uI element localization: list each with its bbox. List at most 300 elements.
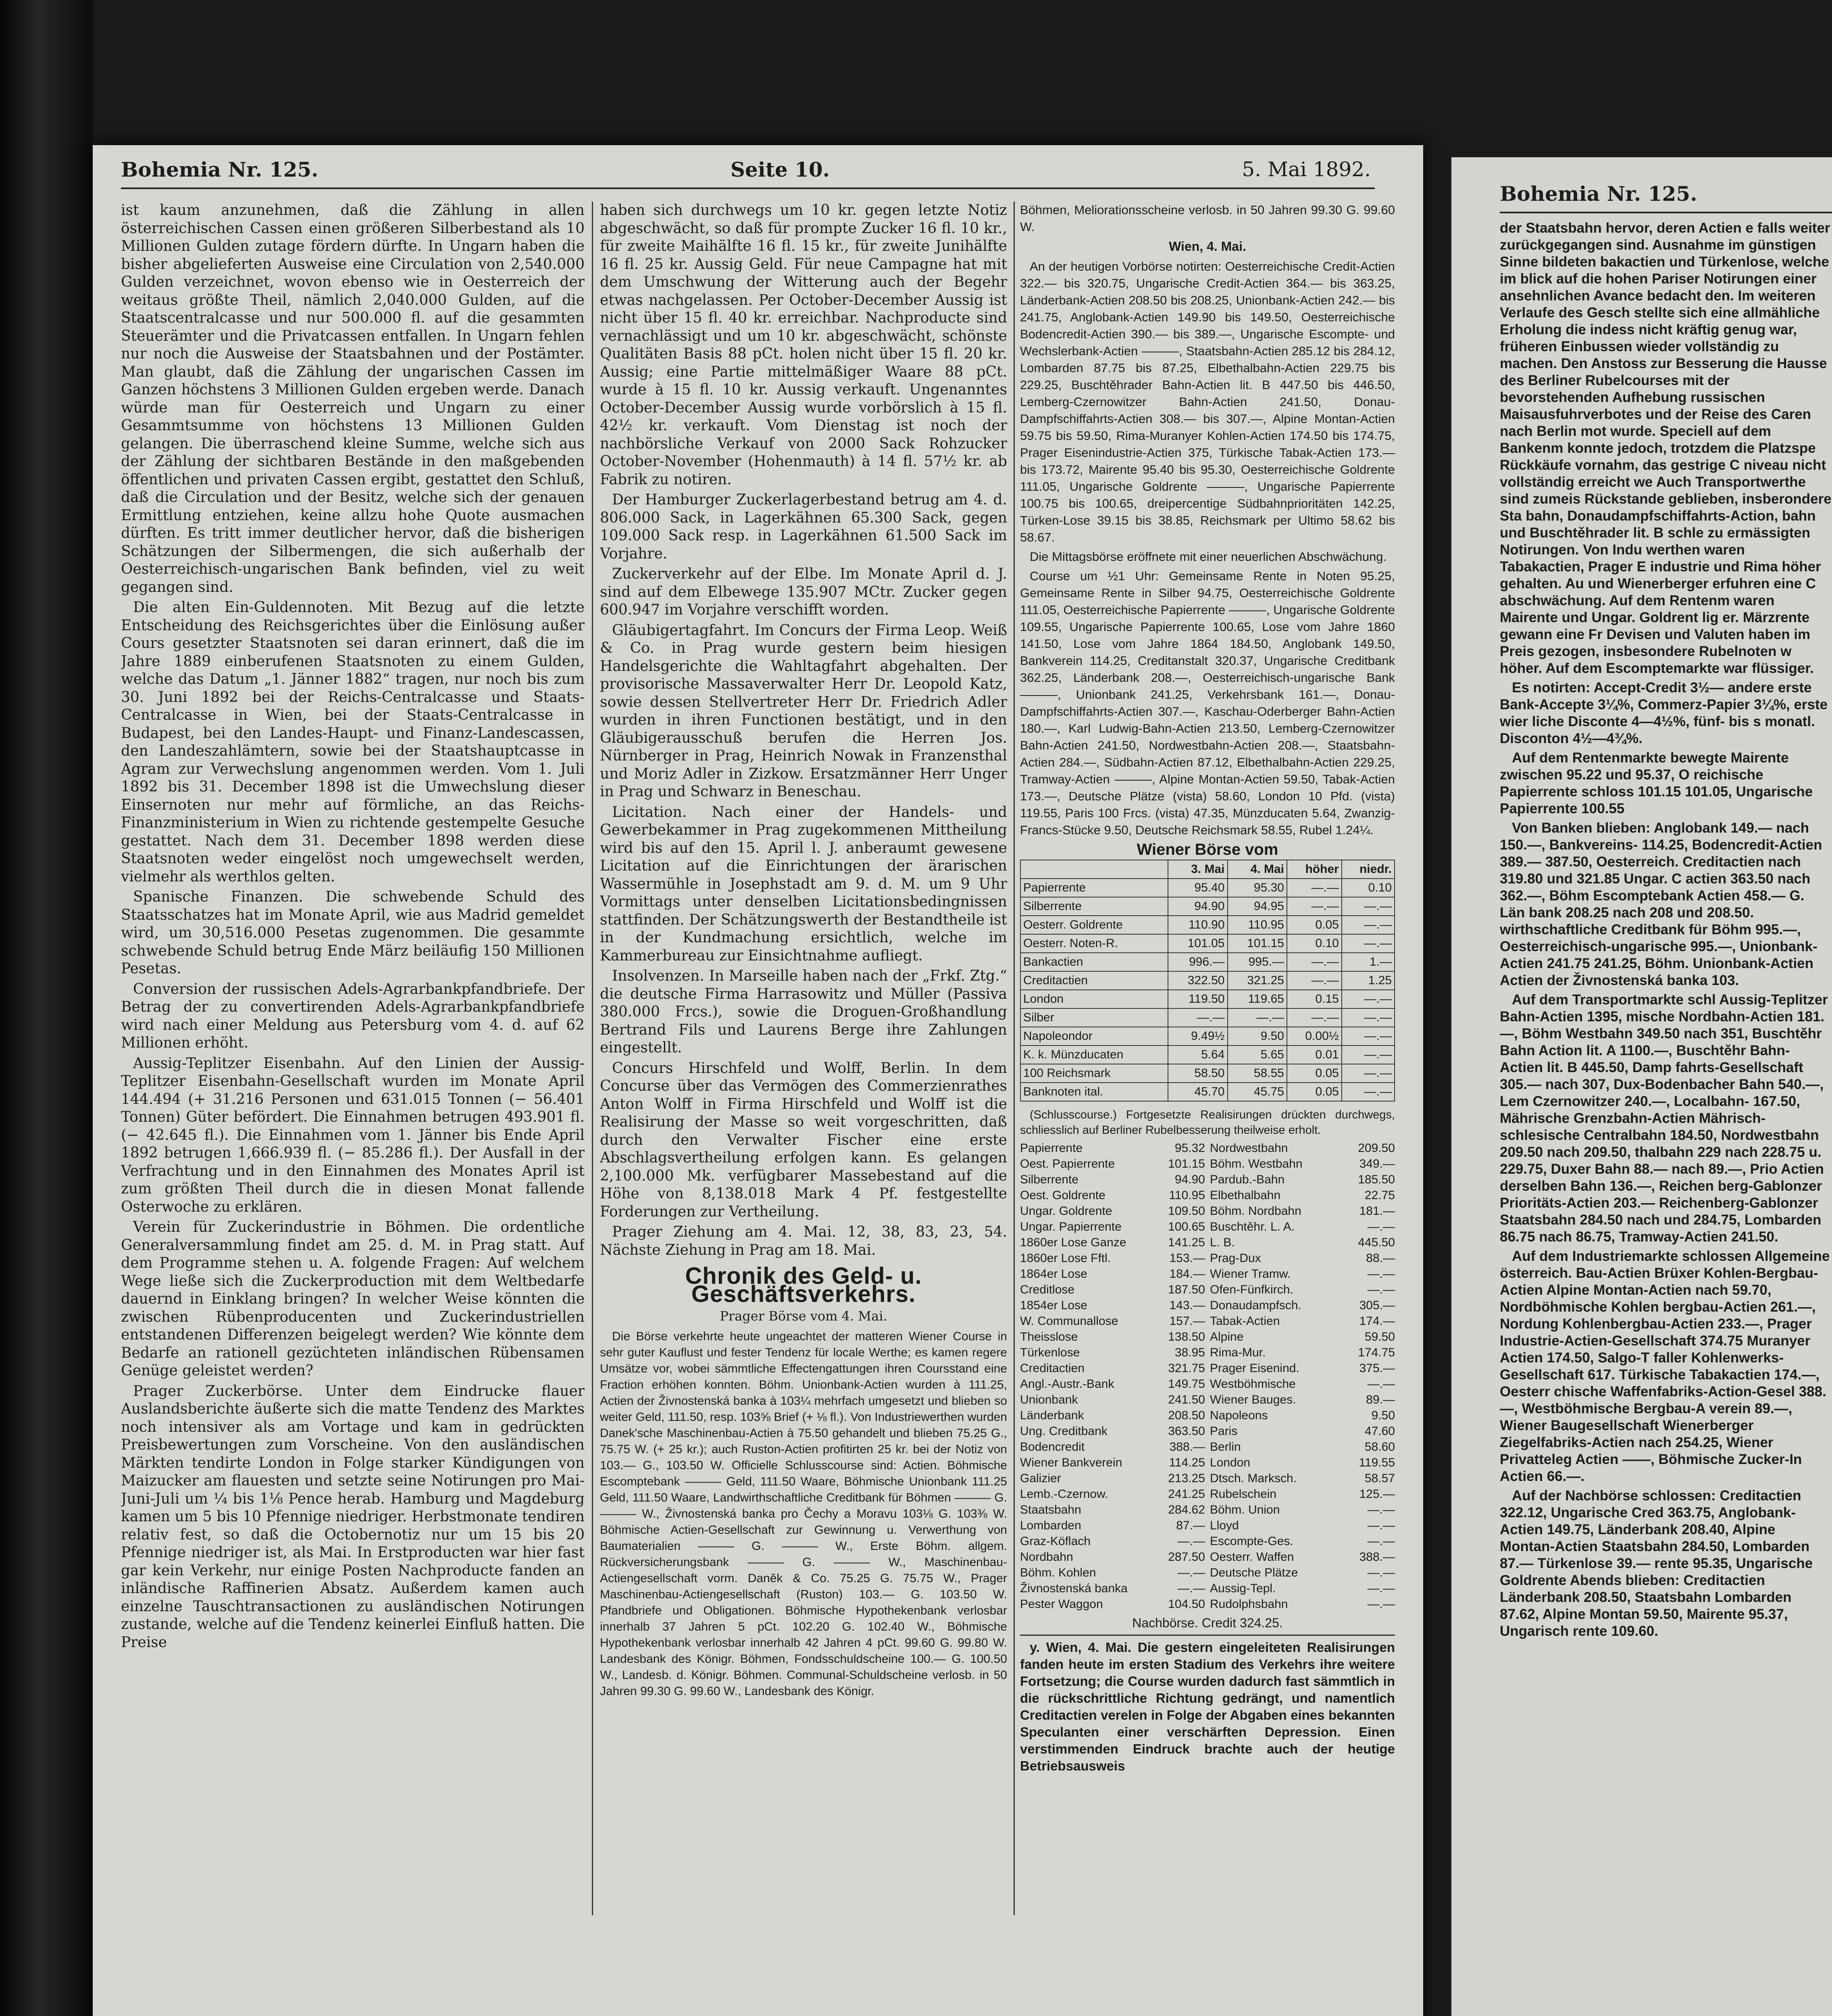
table-cell: 9.49½ <box>1168 1027 1227 1045</box>
quote-name: Nordbahn <box>1020 1550 1073 1564</box>
quote-name: 1854er Lose <box>1020 1299 1087 1312</box>
quote-row <box>1020 1250 1205 1266</box>
quote-name: Westböhmische <box>1210 1377 1296 1391</box>
quote-name: Oest. Papierrente <box>1020 1157 1115 1170</box>
table-cell: 110.90 <box>1168 916 1227 934</box>
table-cell: Creditactien <box>1020 971 1168 990</box>
quote-row <box>1210 1313 1395 1329</box>
quote-name: 1860er Lose Fftl. <box>1020 1252 1111 1265</box>
quote-value: 104.50 <box>1168 1597 1205 1611</box>
quote-row <box>1210 1408 1395 1423</box>
quote-row <box>1210 1486 1395 1502</box>
quote-row <box>1020 1203 1205 1219</box>
quote-value: 213.25 <box>1168 1472 1205 1485</box>
table-cell: 1.— <box>1342 953 1395 971</box>
quote-row <box>1020 1392 1205 1408</box>
quote-value: —.— <box>1367 1267 1395 1281</box>
column-divider <box>592 202 593 1915</box>
quote-name: Staatsbahn <box>1020 1503 1081 1516</box>
quote-name: Länderbank <box>1020 1409 1084 1422</box>
quote-name: Ofen-Fünfkirch. <box>1210 1283 1293 1296</box>
article-aussig-teplitzer: Aussig-Teplitzer Eisenbahn. Auf den Linien der Aussig-Teplitzer Eisenbahn-Gesellschaft wurden im Monate April 144.494 (+ 31.216 Personen und 631.015 Tonnen (− 56.401 Tonnen) Güter befördert. Die Einnahmen betrugen 493.901 fl. (− 42.645 fl.). Die Einnahmen vom 1. Jänner bis Ende April 1892 betrugen 1,666.939 fl. (− 85.286 fl.). Der Ausfall in der Verfrachtung und in den Einnahmen des Monates April ist zum größten Theil durch die in diesen Monat fallende Osterwoche zu erklären. <box>121 1055 585 1215</box>
quote-value: —.— <box>1177 1535 1205 1548</box>
quote-row <box>1210 1219 1395 1235</box>
table-cell: K. k. Münzducaten <box>1020 1045 1168 1064</box>
table-cell: 119.65 <box>1228 990 1287 1008</box>
quote-name: Prag-Dux <box>1210 1252 1261 1265</box>
table-cell: 101.15 <box>1228 934 1287 953</box>
quote-name: Ungar. Goldrente <box>1020 1204 1112 1218</box>
quote-value: 349.— <box>1359 1157 1395 1170</box>
table-cell: 9.50 <box>1228 1027 1287 1045</box>
quote-value: 125.— <box>1359 1487 1395 1501</box>
quote-name: Alpine <box>1210 1330 1244 1343</box>
quote-name: L. B. <box>1210 1236 1235 1249</box>
article-insolvenzen: Insolvenzen. In Marseille haben nach der „Frkf. Ztg.“ die deutsche Firma Harrasowitz und Müller (Passiva 380.000 Frcs.), sowie die Droguen-Großhandlung Bertrand Fils und Laurens Berge ihre Zahlungen eingestellt. <box>600 968 1007 1056</box>
quote-row <box>1020 1235 1205 1250</box>
quote-value: 101.15 <box>1168 1157 1205 1170</box>
article-licitation: Licitation. Nach einer der Handels- und Gewerbekammer in Prag zugekommenen Mittheilung wird bis auf den 15. April l. J. anberaumt gewesene Licitation auf die Einrichtungen der ärarischen Wassermühle in Josephstadt am 9. d. M. um 9 Uhr Vormittags unter denselben Licitationsbedingnissen stattfinden. Der Schätzungswerth der Bestandtheile ist in der Kundmachung ersichtlich, welche im Kammerbureau zur Einsichtnahme aufliegt. <box>600 804 1007 964</box>
table-cell: —.— <box>1168 1008 1227 1027</box>
quote-row <box>1210 1518 1395 1533</box>
quote-value: 174.75 <box>1358 1346 1395 1359</box>
table-cell: —.— <box>1342 934 1395 953</box>
quote-row <box>1020 1502 1205 1518</box>
quote-name: Graz-Köflach <box>1020 1535 1091 1548</box>
schlusscourse-right <box>1210 1140 1395 1612</box>
article-meliorationsscheine: Böhmen, Meliorationsscheine verlosb. in 50 Jahren 99.30 G. 99.60 W. <box>1020 203 1395 234</box>
quote-name: Donaudampfsch. <box>1210 1299 1301 1312</box>
article-glaeubigertagfahrt: Gläubigertagfahrt. Im Concurs der Firma Leop. Weiß & Co. in Prag wurde gestern beim hiesigen Handelsgerichte die Wahltagfahrt abgehalten. Der provisorische Massaverwalter Herr Dr. Leopold Katz, sowie dessen Stellvertreter Herr Dr. Friedrich Adler wurden in ihren Functionen bestätigt, und in den Gläubigerausschuß berufen die Herren Jos. Nürnberger in Prag, Heinrich Nowak in Franzensthal und Moriz Adler in Zizkow. Ersatzmänner Herr Unger in Prag und Schwarz in Beneschau. <box>600 622 1007 800</box>
quote-name: Papierrente <box>1020 1141 1083 1155</box>
quote-name: Ungar. Papierrente <box>1020 1220 1122 1233</box>
column-divider <box>1014 202 1015 1915</box>
quote-value: 100.65 <box>1168 1220 1205 1233</box>
quote-value: 114.25 <box>1169 1456 1205 1469</box>
quote-row <box>1210 1439 1395 1455</box>
quote-row <box>1020 1486 1205 1502</box>
table-cell: 0.05 <box>1287 1083 1342 1101</box>
quote-row <box>1020 1313 1205 1329</box>
facing-masthead: Bohemia Nr. 125. <box>1500 181 1697 206</box>
quote-row <box>1210 1282 1395 1297</box>
quote-value: 388.— <box>1169 1440 1205 1454</box>
quote-name: Türkenlose <box>1020 1346 1080 1359</box>
quote-row <box>1020 1172 1205 1187</box>
table-cell: Silber <box>1020 1008 1168 1027</box>
masthead: Bohemia Nr. 125. <box>121 157 319 181</box>
article-vorboerse: An der heutigen Vorbörse notirten: Oesterreichische Credit-Actien 322.— bis 320.75, Ungarische Credit-Actien 364.— bis 363.25, Länderbank-Actien 208.50 bis 208.25, Unionbank-Actien 242.— bis 241.75, Anglobank-Actien 149.90 bis 149.50, Oesterreichische Bodencredit-Actien 390.— bis 389.—, Ungarische Escompte- und Wechslerbank-Actien ———, Staatsbahn-Actien 285.12 bis 284.12, Lombarden 87.75 bis 87.25, Elbethalbahn-Actien 229.75 bis 229.25, Buschtěhrader Bahn-Actien lit. B 447.50 bis 446.50, Lemberg-Czernowitzer Bahn-Actien 241.50, Donau-Dampfschiffahrts-Actien 308.— bis 307.—, Alpine Montan-Actien 59.75 bis 59.50, Rima-Muranyer Kohlen-Actien 174.50 bis 174.75, Prager Eisenindustrie-Actien 375, Türkische Tabak-Actien 173.— bis 173.72, Mairente 95.40 bis 95.30, Oesterreichische Goldrente 111.05, Ungarische Goldrente ———, Ungarische Papierrente 100.75 bis 100.65, dreipercentige Südbahnprioritäten 142.25, Türken-Lose 39.15 bis 38.85, Reichsmark per Ultimo 58.62 bis 58.67. <box>1020 259 1395 544</box>
table-cell: 0.10 <box>1342 879 1395 897</box>
facing-column <box>1500 220 1832 1994</box>
nachboerse-credit: Nachbörse. Credit 324.25. <box>1132 1616 1283 1630</box>
quote-name: 1860er Lose Ganze <box>1020 1236 1126 1249</box>
table-row <box>1020 916 1395 934</box>
quote-value: 241.25 <box>1168 1487 1205 1501</box>
table-cell: Bankactien <box>1020 953 1168 971</box>
quote-name: Creditactien <box>1020 1362 1085 1375</box>
table-cell: 94.95 <box>1228 897 1287 916</box>
quote-value: 184.— <box>1169 1267 1205 1281</box>
quote-name: Rudolphsbahn <box>1210 1597 1288 1611</box>
table-cell: 45.70 <box>1168 1083 1227 1101</box>
table-cell: —.— <box>1342 897 1395 916</box>
quote-name: Wiener Tramw. <box>1210 1267 1291 1281</box>
quote-value: 209.50 <box>1358 1141 1395 1155</box>
quote-value: 174.— <box>1359 1314 1395 1328</box>
quote-value: 95.32 <box>1174 1141 1205 1155</box>
page-number: Seite 10. <box>730 157 830 181</box>
quote-row <box>1020 1596 1205 1612</box>
page-header <box>121 153 1371 185</box>
table-header-cell: 3. Mai <box>1168 860 1227 879</box>
quote-row <box>1210 1470 1395 1486</box>
article-ein-guldennoten: Die alten Ein-Guldennoten. Mit Bezug auf die letzte Entscheidung des Reichsgerichtes über die Einlösung außer Cours gesetzter Staatsnoten sei daran erinnert, daß die im Jahre 1889 einberufenen Staatsnoten zu einem Gulden, welche das Datum „1. Jänner 1882“ tragen, nur noch bis zum 30. Juni 1892 bei der Reichs-Centralcasse und Staats-Centralcasse in Wien, bei der Staats-Centralcasse in Budapest, bei den Landes-Haupt- und Finanz-Landescassen, den Landeszahlämtern, sowie bei der Staatshauptcasse in Agram zur Verwechslung angenommen werden. Vom 1. Juli 1892 bis 31. December 1898 ist die Umwechslung dieser Einsernoten nur mehr auf förmliche, an das Reichs-Finanzministerium in Wien zu richtende gestempelte Gesuche gestattet. Nach dem 31. December 1898 werden diese Staatsnoten weder eingelöst noch umgewechselt werden, vielmehr als werthlos gelten. <box>121 599 585 885</box>
table-cell: —.— <box>1287 1008 1342 1027</box>
facing-header <box>1500 177 1822 210</box>
quote-value: 87.— <box>1176 1519 1205 1532</box>
table-cell: 110.95 <box>1228 916 1287 934</box>
quote-name: Tabak-Actien <box>1210 1314 1280 1328</box>
table-cell: —.— <box>1287 897 1342 916</box>
table-cell: 0.00½ <box>1287 1027 1342 1045</box>
table-header-cell <box>1020 860 1168 879</box>
quote-name: Wiener Bankverein <box>1020 1456 1122 1469</box>
quote-value: 22.75 <box>1364 1189 1395 1202</box>
quote-name: Unionbank <box>1020 1393 1078 1406</box>
table-cell: 5.65 <box>1228 1045 1287 1064</box>
quote-row <box>1020 1565 1205 1581</box>
table-cell: —.— <box>1342 916 1395 934</box>
table-cell: 0.15 <box>1287 990 1342 1008</box>
quote-value: 363.50 <box>1168 1425 1205 1438</box>
table-row <box>1020 1045 1395 1064</box>
quote-value: 89.— <box>1366 1393 1395 1406</box>
table-cell: 5.64 <box>1168 1045 1227 1064</box>
table-cell: 0.01 <box>1287 1045 1342 1064</box>
quote-row <box>1210 1565 1395 1581</box>
article-silberbestand: ist kaum anzunehmen, daß die Zählung in allen österreichischen Cassen einen größeren Silberbestand als 10 Millionen Gulden zutage fördern dürfte. In Ungarn haben die bisher abgelieferten Ausweise eine Circulation von 2,540.000 Gulden verzeichnet, wovon ebenso wie in Oesterreich der weitaus größte Theil, nämlich 2,040.000 Gulden, auf die Staatscentralcasse und nur 500.000 fl. auf die gesammten Steuerämter und die Privatcassen entfallen. In Ungarn fehlen nur noch die Ausweise der Staatsbahnen und der Postämter. Man glaubt, daß die Zählung der ungarischen Cassen im Ganzen höchstens 3 Millionen Gulden ergeben werde. Danach würde man für Oesterreich und Ungarn zu einer Gesammtsumme von höchstens 13 Millionen Gulden gelangen. Die überraschend kleine Summe, welche sich aus der Zählung der sichtbaren Bestände in den maßgebenden öffentlichen und privaten Cassen ergibt, gestattet den Schluß, daß die Circulation und der Besitz, welche sich der genauen Ermittlung entziehen, keine allzu hohe Quote ausmachen dürften. Es tritt immer deutlicher hervor, daß die bisherigen Schätzungen der Silbermengen, die sich außerhalb der Oesterreichisch-ungarischen Bank befinden, viel zu weit gegangen sind. <box>121 202 585 596</box>
quote-row <box>1020 1533 1205 1549</box>
quote-name: Paris <box>1210 1425 1238 1438</box>
table-cell: —.— <box>1342 1027 1395 1045</box>
quote-name: Böhm. Kohlen <box>1020 1566 1096 1579</box>
quote-value: —.— <box>1367 1503 1395 1516</box>
table-cell: 100 Reichsmark <box>1020 1064 1168 1083</box>
table-header-cell: 4. Mai <box>1228 860 1287 879</box>
quote-row <box>1210 1156 1395 1172</box>
article-wien-realisirungen: y. Wien, 4. Mai. Die gestern eingeleiteten Realisirungen fanden heute im ersten Stadium des Verkehrs ihre weitere Fortsetzung; die Course wurden dadurch fast sämmtlich in die rückschrittliche Richtung gedrängt, und namentlich Creditactien verelen in Folge der Abgaben eines bekannten Speculanten einer verschärften Depression. Einen verstimmenden Eindruck brachte auch der heutige Betriebsausweis <box>1020 1640 1395 1773</box>
quote-row <box>1210 1266 1395 1282</box>
quote-row <box>1020 1423 1205 1439</box>
quote-value: 110.95 <box>1169 1189 1205 1202</box>
table-cell: 101.05 <box>1168 934 1227 953</box>
table-cell: 0.05 <box>1287 916 1342 934</box>
quote-value: 287.50 <box>1168 1550 1205 1564</box>
table-cell: 95.40 <box>1168 879 1227 897</box>
quote-row <box>1210 1502 1395 1518</box>
wiener-boerse-table <box>1020 860 1395 1102</box>
quote-row <box>1020 1549 1205 1565</box>
quote-value: 141.25 <box>1168 1236 1205 1249</box>
quote-name: 1864er Lose <box>1020 1267 1087 1281</box>
table-row <box>1020 1027 1395 1045</box>
quote-row <box>1210 1376 1395 1392</box>
table-cell: Silberrente <box>1020 897 1168 916</box>
quote-value: 284.62 <box>1168 1503 1205 1516</box>
section-rule <box>1020 1635 1395 1636</box>
quote-row <box>1210 1392 1395 1408</box>
quote-row <box>1020 1360 1205 1376</box>
schlusscourse-lists <box>1020 1140 1395 1612</box>
quote-row <box>1020 1187 1205 1203</box>
table-header-cell: höher <box>1287 860 1342 879</box>
table-cell: 322.50 <box>1168 971 1227 990</box>
quote-name: Böhm. Nordbahn <box>1210 1204 1301 1218</box>
quote-name: Theisslose <box>1020 1330 1078 1343</box>
quote-row <box>1020 1408 1205 1423</box>
table-row <box>1020 1064 1395 1083</box>
quote-value: —.— <box>1367 1377 1395 1391</box>
quote-row <box>1020 1329 1205 1345</box>
table-cell: —.— <box>1342 990 1395 1008</box>
quote-value: —.— <box>1177 1582 1205 1595</box>
schlusscourse-note: (Schlusscourse.) Fortgesetzte Realisirungen drückten durchwegs, schliesslich auf Berliner Rubelbesserung theilweise erholt. <box>1020 1108 1395 1137</box>
quote-name: Nordwestbahn <box>1210 1141 1288 1155</box>
quote-name: Galizier <box>1020 1472 1061 1485</box>
quote-name: Böhm. Westbahn <box>1210 1157 1303 1170</box>
table-row <box>1020 953 1395 971</box>
quote-name: Pester Waggon <box>1020 1597 1103 1611</box>
quote-row <box>1210 1329 1395 1345</box>
table-cell: —.— <box>1287 953 1342 971</box>
quote-row <box>1210 1187 1395 1203</box>
quote-row <box>1020 1140 1205 1156</box>
quote-name: Creditlose <box>1020 1283 1075 1296</box>
facing-header-rule <box>1500 212 1832 213</box>
quote-row <box>1210 1596 1395 1612</box>
quote-name: Bodencredit <box>1020 1440 1085 1454</box>
table-cell: —.— <box>1287 879 1342 897</box>
quote-value: 9.50 <box>1371 1409 1395 1422</box>
article-course-halb-eins: Course um ½1 Uhr: Gemeinsame Rente in Noten 95.25, Gemeinsame Rente in Silber 94.75, Oesterreichische Goldrente 111.05, Oesterreichische Papierrente ———, Ungarische Goldrente 109.55, Ungarische Papierrente 100.65, Lose vom Jahre 1860 141.50, Lose vom Jahre 1864 184.50, Anglobank 149.50, Bankverein 114.25, Creditanstalt 320.37, Ungarische Creditbank 362.25, Länderbank 208.—, Oesterreichisch-ungarische Bank ———, Unionbank 241.25, Verkehrsbank 161.—, Donau-Dampfschiffahrts-Actien 307.—, Kaschau-Oderberger Bahn-Actien 180.—, Karl Ludwig-Bahn-Actien 213.50, Lemberg-Czernowitzer Bahn-Actien 241.50, Nordwestbahn-Actien 208.—, Staatsbahn-Actien 284.—, Südbahn-Actien 87.12, Elbethalbahn-Actien 229.25, Tramway-Actien ———, Alpine Montan-Actien 59.50, Tabak-Actien 173.—, Deutsche Plätze (vista) 58.60, London 10 Pfd. (vista) 119.55, Paris 100 Frcs. (vista) 47.35, Münzducaten 5.64, Zwanzig-Francs-Stücke 9.50, Deutsche Reichsmark 58.55, Rubel 1.24¼. <box>1020 569 1395 837</box>
quote-value: 445.50 <box>1358 1236 1395 1249</box>
prager-boerse-heading: Prager Börse vom 4. Mai. <box>720 1308 887 1324</box>
table-cell: 995.— <box>1228 953 1287 971</box>
quote-name: Prager Eisenind. <box>1210 1362 1299 1375</box>
quote-value: —.— <box>1367 1220 1395 1233</box>
quote-name: Oesterr. Waffen <box>1210 1550 1294 1564</box>
quote-row <box>1210 1345 1395 1360</box>
quote-name: Oest. Goldrente <box>1020 1189 1105 1202</box>
quote-row <box>1210 1549 1395 1565</box>
quote-value: —.— <box>1367 1519 1395 1532</box>
quote-value: 375.— <box>1359 1362 1395 1375</box>
quote-row <box>1210 1235 1395 1250</box>
article-zuckerindustrie-verein: Verein für Zuckerindustrie in Böhmen. Die ordentliche Generalversammlung findet am 25. d. M. in Prag statt. Auf dem Programme stehen u. A. folgende Fragen: Auf welchem Wege ließe sich die Zuckerproduction mit dem Weltbedarfe dauernd in Einklang bringen? In welcher Weise könnten die zwischen Rübenproducenten und Zuckerindustriellen entstandenen Differenzen beigelegt werden? Wie könnte dem Bedarfe an rationell gezüchteten inländischen Rübensamen Genüge geleistet werden? <box>121 1219 585 1379</box>
table-cell: —.— <box>1342 1083 1395 1101</box>
quote-row <box>1020 1266 1205 1282</box>
wien-dateline: Wien, 4. Mai. <box>1169 239 1246 254</box>
quote-name: Ung. Creditbank <box>1020 1425 1108 1438</box>
table-cell: Oesterr. Noten-R. <box>1020 934 1168 953</box>
quote-row <box>1210 1360 1395 1376</box>
table-row <box>1020 897 1395 916</box>
table-cell: 45.75 <box>1228 1083 1287 1101</box>
quote-name: Lombarden <box>1020 1519 1081 1532</box>
quote-value: 185.50 <box>1358 1173 1395 1186</box>
quote-row <box>1210 1297 1395 1313</box>
header-rule <box>121 187 1375 189</box>
quote-row <box>1210 1455 1395 1470</box>
quote-value: 94.90 <box>1174 1173 1205 1186</box>
quote-value: 88.— <box>1366 1252 1395 1265</box>
table-row <box>1020 990 1395 1008</box>
quote-name: Böhm. Union <box>1210 1503 1280 1516</box>
quote-row <box>1020 1581 1205 1596</box>
quote-row <box>1020 1470 1205 1486</box>
quote-value: 157.— <box>1169 1314 1205 1328</box>
table-cell: 321.25 <box>1228 971 1287 990</box>
quote-name: Silberrente <box>1020 1173 1079 1186</box>
quote-value: 321.75 <box>1168 1362 1205 1375</box>
quote-value: —.— <box>1367 1566 1395 1579</box>
article-transportmarkt: Auf dem Transportmarkte schl Aussig-Teplitzer Bahn-Actien 1395, mische Nordbahn-Actien 181.—, Böhm Westbahn 349.50 nach 351, Buschtěhr Bahn Action lit. A 1100.—, Buschtěhr Bahn-Actien lit. B 445.50, Damp fahrts-Gesellschaft 305.— nach 307, Dux-Bodenbacher Bahn 540.—, Lem Czernowitzer 240.—, Localbahn- 167.50, Mährische Grenzbahn-Actien Mährisch-schlesische Centralbahn 184.50, Nordwestbahn 209.50 nach 209.50, thalbahn 229 nach 228.75 u. 229.75, Duxer Bahn 88.— nach 89.—, Prio Actien derselben Bahn 136.—, Reichen berg-Gablonzer Prioritäts-Actien 203.— Reichenberg-Gablonzer Staatsbahn 284.50 nach und 284.75, Lombarden 86.75 nach 86.75, Tramway-Actien 241.50. <box>1500 992 1828 1245</box>
quote-name: London <box>1210 1456 1251 1469</box>
article-zucker-preise: haben sich durchwegs um 10 kr. gegen letzte Notiz abgeschwächt, so daß für prompte Zucker 16 fl. 10 kr., für zweite Maihälfte 16 fl. 15 kr., für zweite Junihälfte 16 fl. 25 kr. Aussig Geld. Für neue Campagne hat mit dem Umschwung der Witterung auch der Begehr etwas nachgelassen. Per October-December Aussig ist nicht über 15 fl. 40 kr. erreichbar. Nachproducte sind vernachlässigt und um 10 kr. abgeschwächt, schönste Qualitäten Basis 88 pCt. holen nicht über 15 fl. 20 kr. Aussig; eine Partie mittelmäßiger Waare 88 pCt. wurde à 15 fl. 10 kr. Aussig verkauft. Ungenanntes October-December Aussig wurde vorbörslich à 15 fl. 42½ kr. verkauft. Vom Dienstag ist noch der nachbörsliche Verkauf von 2000 Sack Rohzucker October-November (Hohenmauth) à 14 fl. 57½ kr. ab Fabrik zu notiren. <box>600 202 1007 488</box>
column-1 <box>121 202 585 1935</box>
quote-row <box>1210 1581 1395 1596</box>
quote-name: Dtsch. Marksch. <box>1210 1472 1297 1485</box>
quote-name: Aussig-Tepl. <box>1210 1582 1276 1595</box>
table-cell: —.— <box>1342 1008 1395 1027</box>
quote-row <box>1020 1156 1205 1172</box>
quote-name: Elbethalbahn <box>1210 1189 1281 1202</box>
quote-row <box>1020 1518 1205 1533</box>
article-rentenmarkt: Auf dem Rentenmarkte bewegte Mairente zwischen 95.22 und 95.37, O reichische Papierrente schloss 101.15 101.05, Ungarische Papierrente 100.55 <box>1500 750 1813 816</box>
quote-value: 181.— <box>1359 1204 1395 1218</box>
quote-value: 187.50 <box>1168 1283 1205 1296</box>
table-cell: —.— <box>1342 1045 1395 1064</box>
table-cell: —.— <box>1342 1064 1395 1083</box>
article-adels-agrarbank: Conversion der russischen Adels-Agrarbankpfandbriefe. Der Betrag der zu convertirenden Adels-Agrarbankpfandbriefe wird nach einer Meldung aus Petersburg vom 4. d. auf 62 Millionen erhöht. <box>121 981 585 1051</box>
table-cell: 119.50 <box>1168 990 1227 1008</box>
quote-value: 58.60 <box>1364 1440 1395 1454</box>
column-3 <box>1020 202 1395 1935</box>
table-cell: 58.50 <box>1168 1064 1227 1083</box>
wiener-boerse-title: Wiener Börse vom <box>1137 841 1278 858</box>
table-cell: Banknoten ital. <box>1020 1083 1168 1101</box>
quote-row <box>1020 1297 1205 1313</box>
article-es-notirten: Es notirten: Accept-Credit 3½— andere erste Bank-Accepte 3¼%, Commerz-Papier 3¼%, erste wier liche Disconte 4—4½%, fünf- bis s monatl. Disconton 4½—4¾%. <box>1500 680 1828 746</box>
quote-value: 149.75 <box>1168 1377 1205 1391</box>
table-cell: Oesterr. Goldrente <box>1020 916 1168 934</box>
article-concurs-hirschfeld: Concurs Hirschfeld und Wolff, Berlin. In dem Concurse über das Vermögen des Commerzienrathes Anton Wolff in Firma Hirschfeld und Wolff ist die Realisirung der Masse so weit vorgeschritten, daß durch den Verwalter Fischer eine erste Abschlagsvertheilung erfolgen kann. Es gelangen 2,100.000 Mk. verfügbarer Massebestand auf die Höhe von 8,138.018 Mark 4 Pf. festgestellte Forderungen zur Vertheilung. <box>600 1060 1007 1220</box>
quote-value: 305.— <box>1359 1299 1395 1312</box>
article-prager-ziehung: Prager Ziehung am 4. Mai. 12, 38, 83, 23, 54. Nächste Ziehung in Prag am 18. Mai. <box>600 1224 1007 1258</box>
table-cell: —.— <box>1228 1008 1287 1027</box>
article-prager-zuckerboerse: Prager Zuckerbörse. Unter dem Eindrucke flauer Auslandsberichte äußerte sich die matte Tendenz des Marktes noch intensiver als am Vortage und kam in gedrückten Preisbewertungen zum Vorscheine. Von den ausländischen Märkten tendirte London in Folge starker Kündigungen von Maizucker am flauesten und setzte seine Notirungen pro Mai-Juni-Juli um ¼ bis 1⅛ Pence herab. Hamburg und Magdeburg kamen um 5 bis 10 Pfennige niedriger. Herbstmonate tendiren relativ fest, so daß die Octobernotiz nur um 15 bis 20 Pfennige niedriger ist, als Mai. In Erstproducten war hier fast gar kein Verkehr, nur einige Posten Nachproducte fanden an inländische Raffinerien Absatz. Außerdem kamen auch einzelne Tauschtransactionen zu ausländischen Notirungen zustande, welche auf die Tendenz keinerlei Einfluß hatten. Die Preise <box>121 1383 585 1651</box>
table-cell: 94.90 <box>1168 897 1227 916</box>
quote-row <box>1020 1345 1205 1360</box>
quote-row <box>1020 1455 1205 1470</box>
quote-row <box>1020 1282 1205 1297</box>
quote-name: Angl.-Austr.-Bank <box>1020 1377 1114 1391</box>
quote-row <box>1020 1376 1205 1392</box>
article-staatsbahn: der Staatsbahn hervor, deren Actien e falls weiter zurückgegangen sind. Ausnahme im günstigen Sinne bildeten bakactien und Türkenlose, welche im blick auf die hohen Pariser Notirungen einer ansehnlichen Avance bedacht den. Im weiteren Verlaufe des Gesch stellte sich eine allmähliche Erholung die indess nicht kräftig genug war, früheren Einbussen wieder vollständig zu machen. Den Anstoss zur Besserung die Hausse des Berliner Rubelcourses mit der bevorstehenden Aufhebung russischen Maisausfuhrverbotes und der Reise des Caren nach Berlin mot wurde. Speciell auf dem Bankenm konnte jedoch, trotzdem die Platzspe Rückkäufe vornahm, das gestrige C niveau nicht vollständig erreicht we Auch Transportwerthe sind zumeis Rückstande geblieben, insberondere Sta bahn, Donaudampfschiffahrts-Action, bahn und Buschtěhrader lit. B schle zu ermässigten Notirungen. Von Indu werthen waren Tabakactien, Prager E industrie und Rima höher gehalten. Au und Wienerberger erfuhren eine C abschwächung. Auf dem Rentenm waren Mairente und Ungar. Goldrent lig er. Märzrente gewann eine Fr Devisen und Valuten haben im Preis gezogen, insbesondere Rubelnoten w höher. Auf dem Escomptemarkte war flüssiger. <box>1500 220 1832 676</box>
quote-name: Berlin <box>1210 1440 1241 1454</box>
table-row <box>1020 971 1395 990</box>
table-cell: 1.25 <box>1342 971 1395 990</box>
table-cell: 0.10 <box>1287 934 1342 953</box>
section-title-chronik: Chronik des Geld- u. Geschäftsverkehrs. <box>685 1263 922 1307</box>
quote-value: 153.— <box>1169 1252 1205 1265</box>
quote-row <box>1210 1250 1395 1266</box>
quote-name: Pardub.-Bahn <box>1210 1173 1285 1186</box>
quote-value: 38.95 <box>1174 1346 1205 1359</box>
article-zuckerverkehr-elbe: Zuckerverkehr auf der Elbe. Im Monate April d. J. sind auf dem Elbewege 135.907 MCtr. Zucker gegen 600.947 im Vorjahre verschifft worden. <box>600 566 1007 618</box>
quote-name: Deutsche Plätze <box>1210 1566 1298 1579</box>
quote-row <box>1210 1423 1395 1439</box>
quote-name: Rima-Mur. <box>1210 1346 1266 1359</box>
article-hamburger-zuckerlager: Der Hamburger Zuckerlagerbestand betrug am 4. d. 806.000 Sack, in Lagerkähnen 65.300 Sack, gegen 109.000 Sack resp. in Lagerkähnen 61.500 Sack im Vorjahre. <box>600 492 1007 562</box>
table-cell: 0.05 <box>1287 1064 1342 1083</box>
quote-name: W. Communallose <box>1020 1314 1118 1328</box>
table-row <box>1020 1008 1395 1027</box>
table-row <box>1020 1083 1395 1101</box>
table-row <box>1020 879 1395 897</box>
quote-value: 143.— <box>1169 1299 1205 1312</box>
quote-name: Wiener Bauges. <box>1210 1393 1296 1406</box>
quote-value: —.— <box>1367 1283 1395 1296</box>
quote-row <box>1210 1203 1395 1219</box>
table-cell: London <box>1020 990 1168 1008</box>
table-cell: 996.— <box>1168 953 1227 971</box>
quote-value: 119.55 <box>1359 1456 1395 1469</box>
quote-value: —.— <box>1367 1535 1395 1548</box>
quote-value: 241.50 <box>1168 1393 1205 1406</box>
quote-value: 47.60 <box>1364 1425 1395 1438</box>
quote-value: —.— <box>1177 1566 1205 1579</box>
quote-value: 208.50 <box>1168 1409 1205 1422</box>
column-2 <box>600 202 1007 1935</box>
article-spanische-finanzen: Spanische Finanzen. Die schwebende Schuld des Staatsschatzes hat im Monate April, wie aus Madrid gemeldet wird, um 30,516.000 Pesetas zugenommen. Die gesammte schwebende Schuld betrug Ende März beiläufig 150 Millionen Pesetas. <box>121 889 585 977</box>
article-nachboerse: Auf der Nachbörse schlossen: Creditactien 322.12, Ungarische Cred 363.75, Anglobank-Actien 149.75, Länderbank 208.40, Alpine Montan-Actien Staatsbahn 284.50, Lombarden 87.— Türkenlose 39.— rente 95.35, Ungarische Goldrente Abends blieben: Creditactien Länderbank 208.50, Staatsbahn Lombarden 87.62, Alpine Montan 59.50, Mairente 95.37, Ungarisch rente 109.60. <box>1500 1488 1813 1639</box>
issue-date: 5. Mai 1892. <box>1242 158 1371 181</box>
quote-value: 58.57 <box>1364 1472 1395 1485</box>
quote-name: Escompte-Ges. <box>1210 1535 1293 1548</box>
table-cell: Napoleondor <box>1020 1027 1168 1045</box>
quote-row <box>1210 1172 1395 1187</box>
quote-name: Lloyd <box>1210 1519 1239 1532</box>
quote-value: —.— <box>1367 1582 1395 1595</box>
schlusscourse-left <box>1020 1140 1205 1612</box>
quote-value: 138.50 <box>1168 1330 1205 1343</box>
quote-row <box>1020 1439 1205 1455</box>
quote-value: —.— <box>1367 1597 1395 1611</box>
table-row <box>1020 934 1395 953</box>
table-cell: 58.55 <box>1228 1064 1287 1083</box>
table-cell: —.— <box>1287 971 1342 990</box>
quote-name: Živnostenská banka <box>1020 1582 1128 1595</box>
quote-value: 59.50 <box>1364 1330 1395 1343</box>
table-header-cell: niedr. <box>1342 860 1395 879</box>
quote-name: Rubelschein <box>1210 1487 1277 1501</box>
table-cell: Papierrente <box>1020 879 1168 897</box>
quote-name: Buschtěhr. L. A. <box>1210 1220 1295 1233</box>
quote-name: Lemb.-Czernow. <box>1020 1487 1108 1501</box>
quote-value: 109.50 <box>1168 1204 1205 1218</box>
